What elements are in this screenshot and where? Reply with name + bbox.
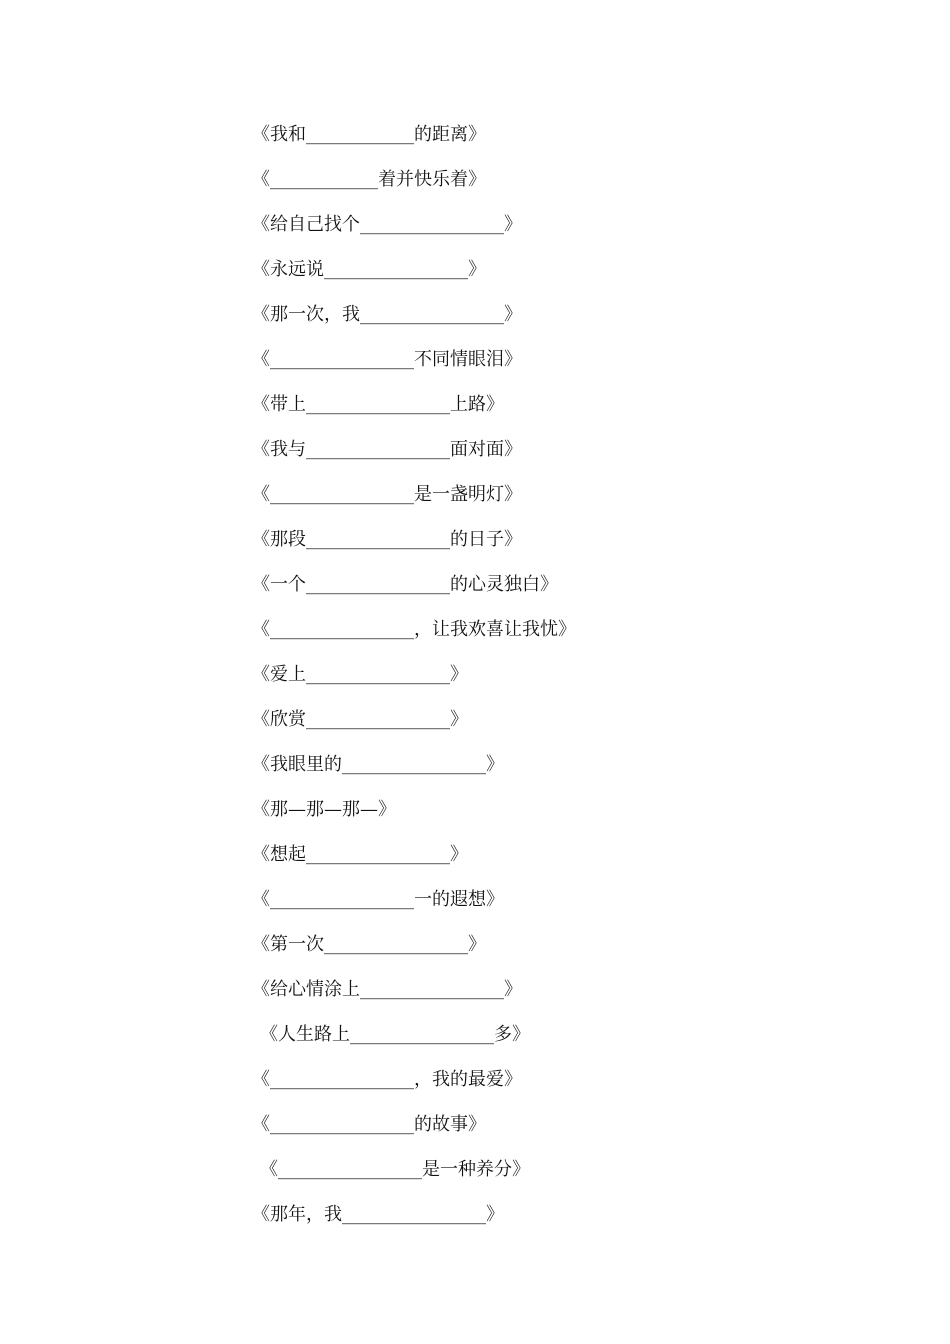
essay-title-item: 《第一次________________》 bbox=[252, 934, 486, 955]
essay-title-item: 《给自己找个________________》 bbox=[252, 214, 522, 235]
essay-title-item: 《我与________________面对面》 bbox=[252, 439, 522, 460]
essay-title-item: 《那一次，我________________》 bbox=[252, 304, 522, 325]
essay-title-item: 《那段________________的日子》 bbox=[252, 529, 522, 550]
essay-title-list bbox=[252, 122, 576, 1247]
essay-title-item: 《那年，我________________》 bbox=[252, 1204, 504, 1225]
essay-title-item: 《________________是一盏明灯》 bbox=[252, 484, 522, 505]
essay-title-item: 《________________一的遐想》 bbox=[252, 889, 504, 910]
essay-title-item: 《________________是一种养分》 bbox=[260, 1159, 530, 1180]
essay-title-item: 《想起________________》 bbox=[252, 844, 468, 865]
essay-title-item: 《欣赏________________》 bbox=[252, 709, 468, 730]
essay-title-item: 《我眼里的________________》 bbox=[252, 754, 504, 775]
essay-title-item: 《________________的故事》 bbox=[252, 1114, 486, 1135]
essay-title-item: 《________________，我的最爱》 bbox=[252, 1069, 522, 1090]
essay-title-item: 《____________着并快乐着》 bbox=[252, 169, 486, 190]
essay-title-item: 《人生路上________________多》 bbox=[260, 1024, 530, 1045]
essay-title-item: 《那—那—那—》 bbox=[252, 799, 396, 820]
essay-title-item: 《一个________________的心灵独白》 bbox=[252, 574, 558, 595]
essay-title-item: 《________________，让我欢喜让我忧》 bbox=[252, 619, 576, 640]
essay-title-item: 《爱上________________》 bbox=[252, 664, 468, 685]
essay-title-item: 《带上________________上路》 bbox=[252, 394, 504, 415]
essay-title-item: 《给心情涂上________________》 bbox=[252, 979, 522, 1000]
essay-title-item: 《我和____________的距离》 bbox=[252, 124, 486, 145]
essay-title-item: 《________________不同情眼泪》 bbox=[252, 349, 522, 370]
essay-title-item: 《永远说________________》 bbox=[252, 259, 486, 280]
